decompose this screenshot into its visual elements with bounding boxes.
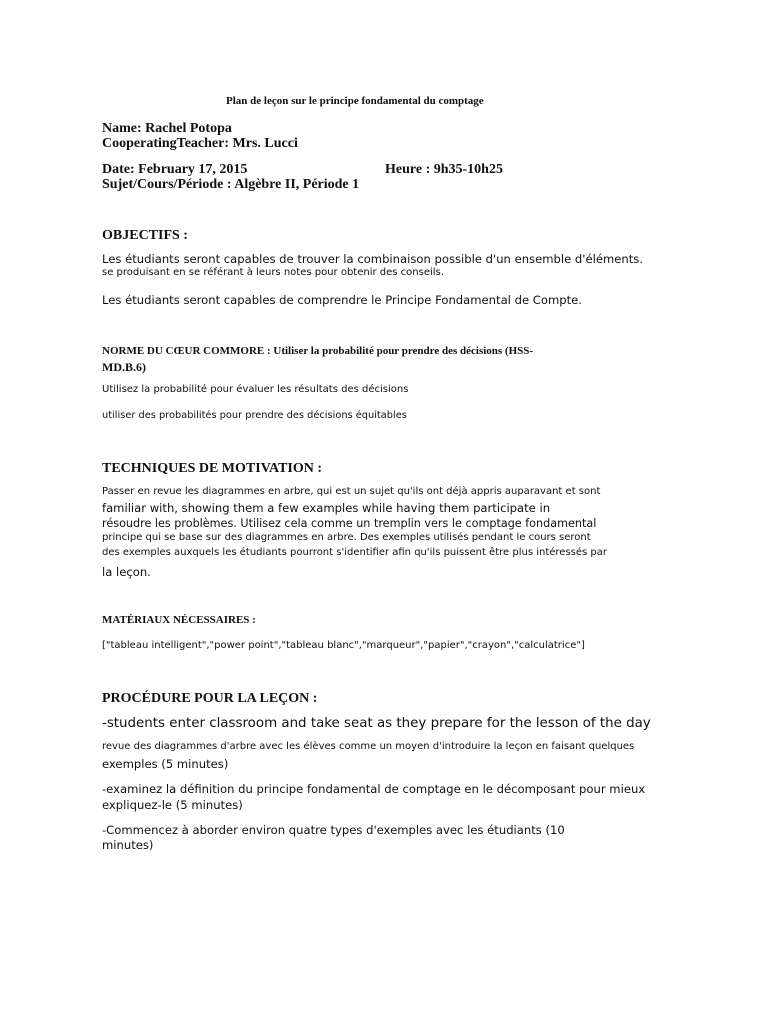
objectifs-line-3: Les étudiants seront capables de comprendre le Principe Fondamental de Compte.	[102, 293, 582, 307]
motivation-line-4: principe qui se base sur des diagrammes en arbre. Des exemples utilisés pendant le cours seront	[102, 532, 591, 543]
motivation-heading: TECHNIQUES DE MOTIVATION :	[102, 461, 323, 476]
motivation-line-1: Passer en revue les diagrammes en arbre, qui est un sujet qu'ils ont déjà appris auparavant et sont	[102, 486, 601, 497]
norme-line-2: utiliser des probabilités pour prendre des décisions équitables	[102, 410, 407, 421]
motivation-line-3: résoudre les problèmes. Utilisez cela comme un tremplin vers le comptage fondamental	[102, 517, 597, 530]
document-title: Plan de leçon sur le principe fondamental du comptage	[226, 95, 484, 107]
norme-heading-code: MD.B.6)	[102, 360, 146, 374]
sujet-line: Sujet/Cours/Période : Algèbre II, Période 1	[102, 177, 360, 192]
heure-line: Heure : 9h35-10h25	[385, 162, 503, 177]
name-line: Name: Rachel Potopa	[102, 121, 232, 136]
procedure-line-2: revue des diagrammes d'arbre avec les élèves comme un moyen d'introduire la leçon en faisant quelques	[102, 741, 635, 752]
procedure-line-5: expliquez-le (5 minutes)	[102, 798, 243, 812]
norme-line-1: Utilisez la probabilité pour évaluer les résultats des décisions	[102, 384, 409, 395]
materiaux-list: ["tableau intelligent","power point","tableau blanc","marqueur","papier","crayon","calculatrice"]	[102, 640, 585, 651]
motivation-line-2: familiar with, showing them a few examples while having them participate in	[102, 501, 551, 515]
procedure-heading: PROCÉDURE POUR LA LEÇON :	[102, 691, 318, 706]
date-line: Date: February 17, 2015	[102, 162, 248, 177]
procedure-line-6: -Commencez à aborder environ quatre types d'exemples avec les étudiants (10	[102, 823, 565, 837]
objectifs-line-2: se produisant en se référant à leurs notes pour obtenir des conseils.	[102, 267, 444, 278]
objectifs-heading: OBJECTIFS :	[102, 228, 188, 243]
procedure-line-7: minutes)	[102, 838, 154, 852]
cooperating-teacher-line: CooperatingTeacher: Mrs. Lucci	[102, 136, 298, 151]
procedure-line-3: exemples (5 minutes)	[102, 757, 229, 771]
motivation-line-5: des exemples auxquels les étudiants pourront s'identifier afin qu'ils puissent être plus intéressés par	[102, 547, 607, 558]
motivation-line-6: la leçon.	[102, 565, 151, 579]
procedure-line-4: -examinez la définition du principe fondamental de comptage en le décomposant pour mieux	[102, 782, 646, 796]
norme-heading: NORME DU CŒUR COMMORE : Utiliser la probabilité pour prendre des décisions (HSS-	[102, 345, 534, 357]
procedure-line-1: -students enter classroom and take seat as they prepare for the lesson of the day	[102, 716, 651, 731]
materiaux-heading: MATÉRIAUX NÉCESSAIRES :	[102, 614, 256, 626]
objectifs-line-1: Les étudiants seront capables de trouver la combinaison possible d'un ensemble d'éléments.	[102, 252, 644, 266]
